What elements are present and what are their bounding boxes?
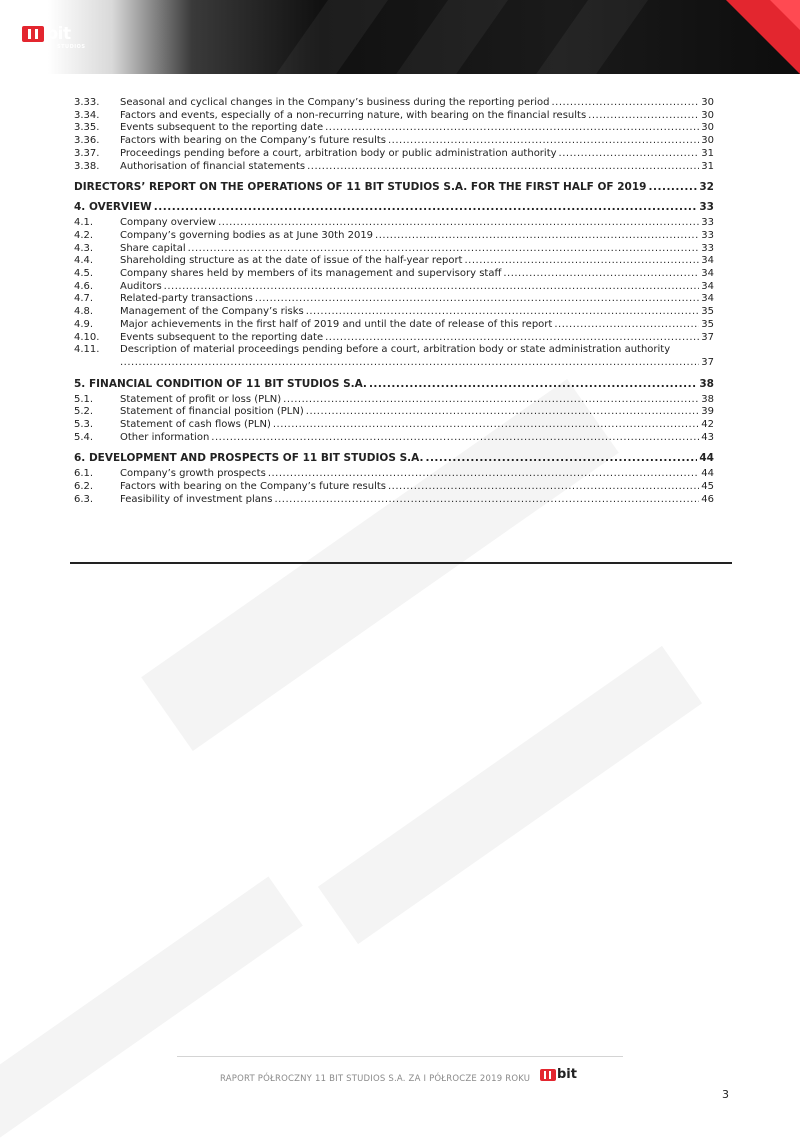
toc-row[interactable]: 6.3. Feasibility of investment plans ..... 46 <box>74 494 714 507</box>
page-header <box>0 0 800 74</box>
background-watermark <box>0 876 303 1143</box>
toc-section-6[interactable]: 6. DEVELOPMENT AND PROSPECTS OF 11 BIT STUDIOS S.A. ..... 44 <box>74 452 714 464</box>
toc-row[interactable]: 4.6. Auditors ..... 34 <box>74 281 714 294</box>
toc-row[interactable]: 4.2. Company’s governing bodies as at June 30th 2019 ..... 33 <box>74 230 714 243</box>
toc-row[interactable]: 4.8. Management of the Company’s risks ..... 35 <box>74 306 714 319</box>
toc-row[interactable]: 3.36. Factors with bearing on the Company’s future results ..... 30 <box>74 135 714 148</box>
toc-row[interactable]: 3.35. Events subsequent to the reporting date ..... 30 <box>74 122 714 135</box>
toc-row[interactable]: 4.11. Description of material proceedings pending before a court, arbitration body or state administration authority ..... 37 <box>74 344 714 369</box>
toc-row[interactable]: 3.34. Factors and events, especially of a non-recurring nature, with bearing on the financial results ..... 30 <box>74 110 714 123</box>
company-logo <box>22 24 86 50</box>
toc-row[interactable]: 3.38. Authorisation of financial statements ..... 31 <box>74 161 714 174</box>
toc-row[interactable]: 4.3. Share capital ..... 33 <box>74 243 714 256</box>
table-of-contents <box>74 97 714 507</box>
toc-row[interactable]: 5.2. Statement of financial position (PLN) ..... 39 <box>74 406 714 419</box>
toc-section-5[interactable]: 5. FINANCIAL CONDITION OF 11 BIT STUDIOS S.A. ..... 38 <box>74 378 714 390</box>
toc-row[interactable]: 4.5. Company shares held by members of its management and supervisory staff ..... 34 <box>74 268 714 281</box>
footer-divider <box>177 1056 623 1057</box>
toc-row[interactable]: 5.4. Other information ..... 43 <box>74 432 714 445</box>
toc-row[interactable]: 4.7. Related-party transactions ..... 34 <box>74 293 714 306</box>
page-number: 3 <box>722 1088 729 1101</box>
toc-row[interactable]: 4.1. Company overview ..... 33 <box>74 217 714 230</box>
toc-section-4[interactable]: 4. OVERVIEW ..... 33 <box>74 201 714 213</box>
toc-row[interactable]: 5.3. Statement of cash flows (PLN) ..... 42 <box>74 419 714 432</box>
toc-row[interactable]: 4.10. Events subsequent to the reporting date ..... 37 <box>74 332 714 345</box>
logo-word: bit <box>46 24 71 44</box>
logo-sub: STUDIOS <box>57 44 86 50</box>
logo-11-icon <box>22 26 44 42</box>
footer-logo: bit <box>540 1069 577 1081</box>
toc-row[interactable]: 3.37. Proceedings pending before a court, arbitration body or public administration authority ..... 31 <box>74 148 714 161</box>
toc-row[interactable]: 4.4. Shareholding structure as at the date of issue of the half-year report ..... 34 <box>74 255 714 268</box>
toc-row[interactable]: 6.2. Factors with bearing on the Company’s future results ..... 45 <box>74 481 714 494</box>
toc-row[interactable]: 6.1. Company’s growth prospects ..... 44 <box>74 468 714 481</box>
background-watermark <box>318 646 702 944</box>
logo-11-icon <box>540 1069 556 1081</box>
toc-row[interactable]: 3.33. Seasonal and cyclical changes in the Company’s business during the reporting period ..... 30 <box>74 97 714 110</box>
section-divider <box>70 562 732 564</box>
footer-report-title: RAPORT PÓŁROCZNY 11 BIT STUDIOS S.A. ZA I PÓŁROCZE 2019 ROKU <box>220 1074 531 1084</box>
toc-section-directors-report[interactable]: DIRECTORS’ REPORT ON THE OPERATIONS OF 11 BIT STUDIOS S.A. FOR THE FIRST HALF OF 2019 ..... 32 <box>74 181 714 193</box>
toc-row[interactable]: 4.9. Major achievements in the first half of 2019 and until the date of release of this report ..... 35 <box>74 319 714 332</box>
toc-row[interactable]: 5.1. Statement of profit or loss (PLN) ..... 38 <box>74 394 714 407</box>
